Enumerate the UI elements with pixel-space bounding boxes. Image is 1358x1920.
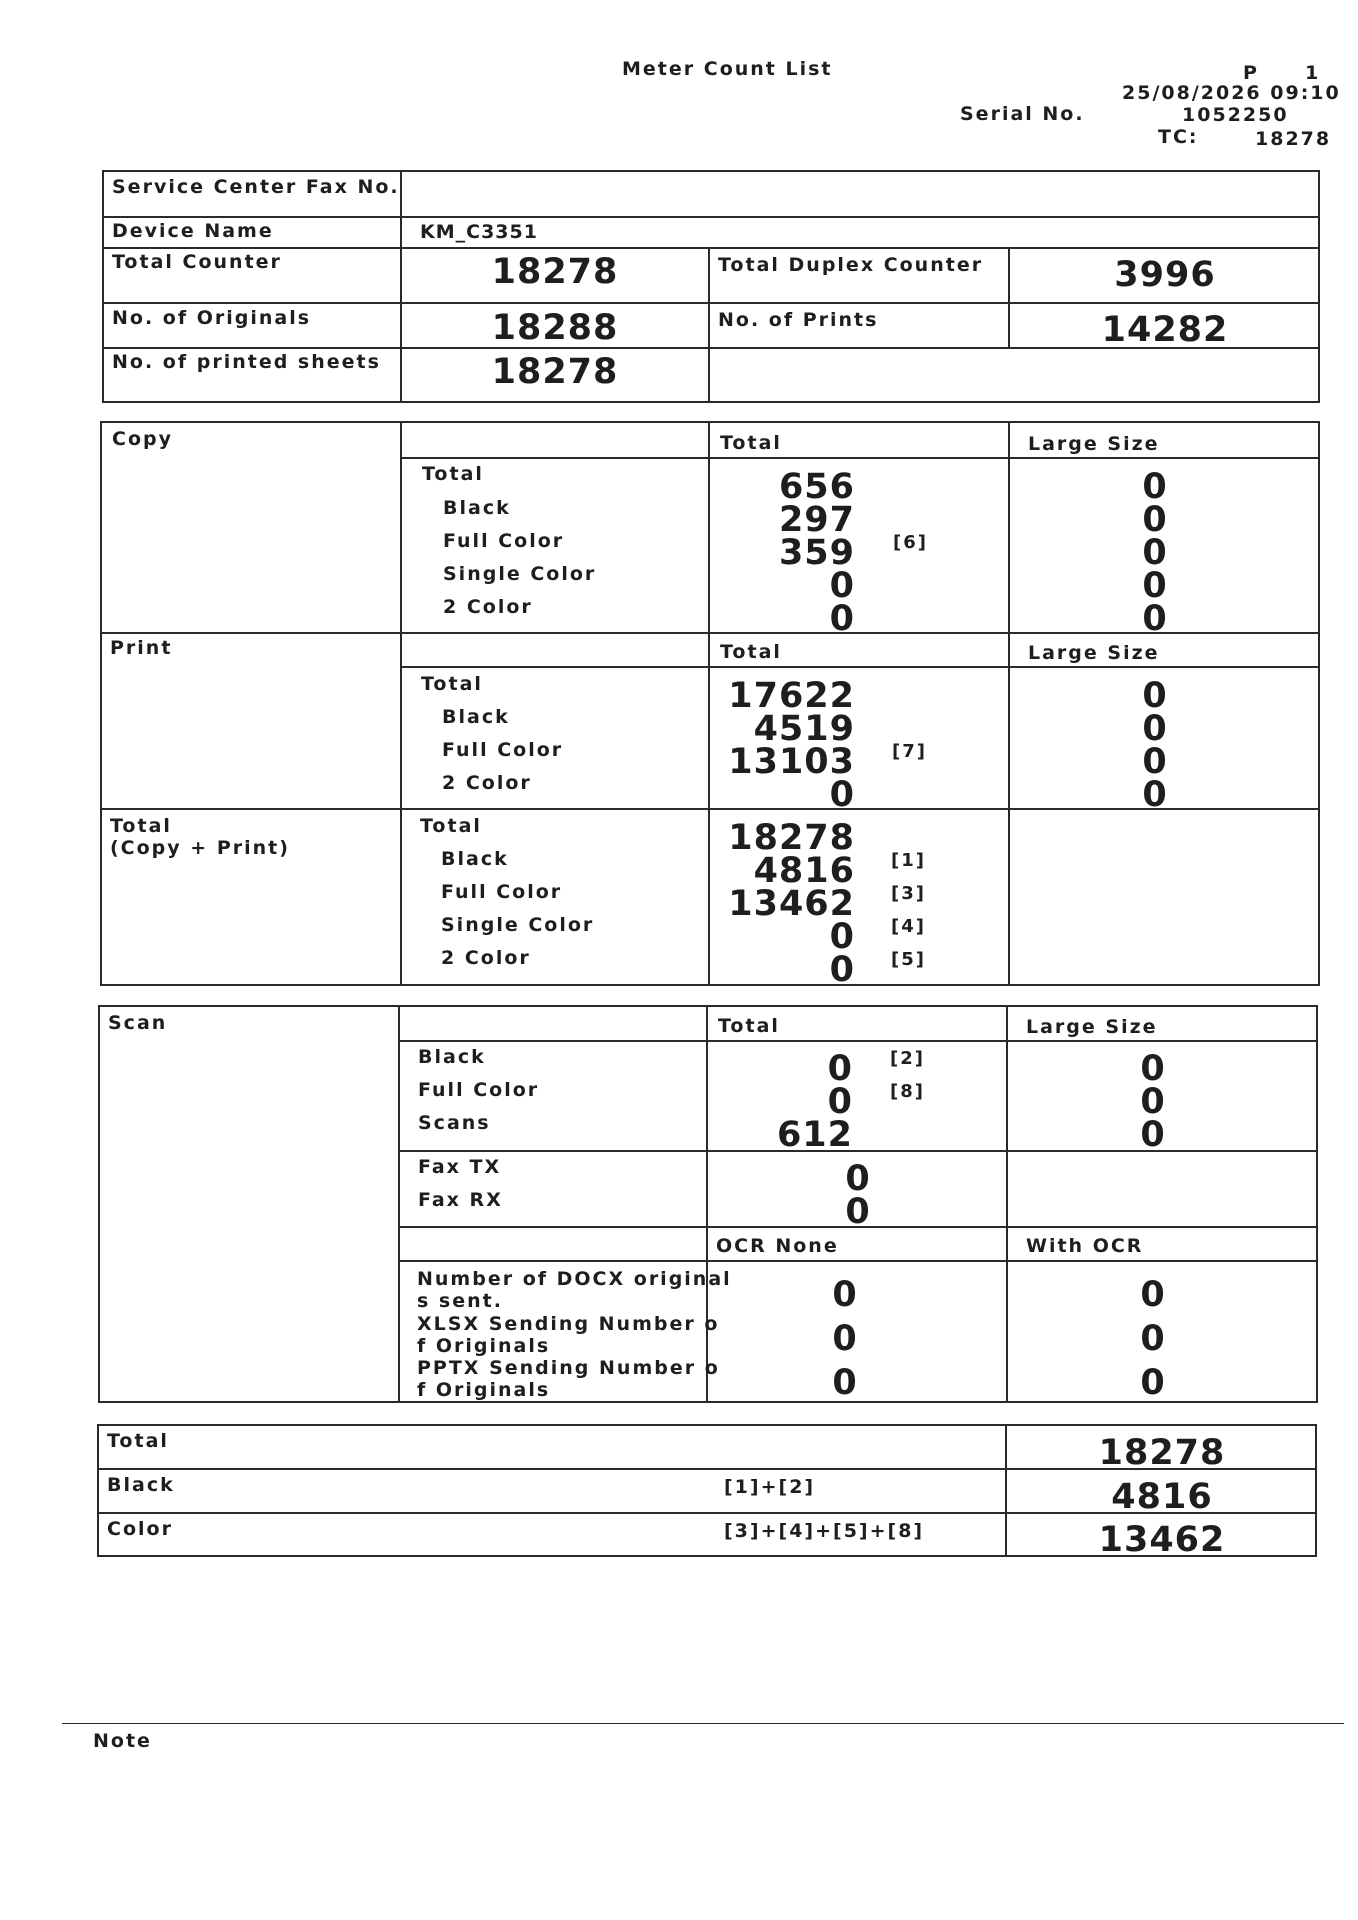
originals-label: No. of Originals [112,307,312,329]
divider [398,1005,400,1403]
print-large-size-header: Large Size [1028,642,1160,664]
copy-total-large: 0 [1142,467,1168,507]
copy-black-large: 0 [1142,500,1168,540]
summary-black-label: Black [107,1474,175,1496]
note-label: Note [93,1730,152,1752]
scan-section-label: Scan [108,1012,168,1034]
summary-total-value: 18278 [1098,1433,1226,1473]
cp-total-value: 18278 [728,818,855,858]
page-number: 1 [1305,62,1321,84]
page-title: Meter Count List [622,58,833,80]
copy-total-value: 656 [778,467,855,507]
summary-black-formula: [1]+[2] [724,1476,816,1498]
copy-large-size-header: Large Size [1028,433,1160,455]
cp-total-label: Total [420,815,482,837]
print-2-color-value: 0 [829,775,855,815]
fax-tx-label: Fax TX [418,1156,502,1178]
total-copy-print-sublabel: (Copy + Print) [110,837,290,859]
scan-black-label: Black [418,1046,486,1068]
scan-full-color-ref-tag: [8] [890,1081,925,1102]
divider [1008,421,1010,986]
serial-value: 1052250 [1182,104,1289,126]
xlsx-with-ocr-value: 0 [1140,1319,1166,1359]
scan-black-value: 0 [827,1049,853,1089]
fax-tx-value: 0 [845,1159,871,1199]
pptx-originals-label: PPTX Sending Number o f Originals [417,1357,720,1401]
scans-large: 0 [1140,1115,1166,1155]
cp-2-color-label: 2 Color [441,947,531,969]
divider [708,421,710,986]
total-duplex-value: 3996 [1114,255,1216,295]
prints-label: No. of Prints [718,309,879,331]
xlsx-ocr-none-value: 0 [832,1319,858,1359]
copy-full-color-large: 0 [1142,533,1168,573]
pptx-with-ocr-value: 0 [1140,1363,1166,1403]
device-name-value: KM_C3351 [420,221,538,243]
copy-full-color-ref-tag: [6] [893,532,928,553]
print-total-header: Total [720,641,782,663]
docx-with-ocr-value: 0 [1140,1275,1166,1315]
print-full-color-value: 13103 [728,742,855,782]
summary-black-value: 4816 [1111,1477,1213,1517]
print-full-color-ref-tag: [7] [892,741,927,762]
with-ocr-header: With OCR [1026,1235,1144,1257]
xlsx-originals-label: XLSX Sending Number o f Originals [417,1313,720,1357]
cp-2-color-value: 0 [829,950,855,990]
note-separator [62,1723,1344,1724]
divider [400,421,402,986]
total-copy-print-label: Total [110,815,172,837]
page-label: P [1243,62,1259,84]
cp-2-color-ref-tag: [5] [891,949,926,970]
scan-black-large: 0 [1140,1049,1166,1089]
fax-rx-value: 0 [845,1192,871,1232]
scan-full-color-value: 0 [827,1082,853,1122]
copy-single-color-value: 0 [829,566,855,606]
originals-value: 18288 [491,308,619,348]
device-name-label: Device Name [112,220,274,242]
summary-color-label: Color [107,1518,173,1540]
print-full-color-label: Full Color [442,739,564,761]
print-black-large: 0 [1142,709,1168,749]
ocr-none-header: OCR None [716,1235,839,1257]
scan-full-color-large: 0 [1140,1082,1166,1122]
cp-black-value: 4816 [753,851,855,891]
summary-total-label: Total [107,1430,169,1452]
cp-black-ref-tag: [1] [891,850,926,871]
scan-total-header: Total [718,1015,780,1037]
summary-color-formula: [3]+[4]+[5]+[8] [724,1520,925,1542]
cp-single-color-ref-tag: [4] [891,916,926,937]
copy-black-label: Black [443,497,511,519]
cp-full-color-value: 13462 [728,884,855,924]
print-section-label: Print [110,637,173,659]
divider [400,666,1320,668]
cp-single-color-value: 0 [829,917,855,957]
fax-number-label: Service Center Fax No. [112,176,400,198]
print-total-large: 0 [1142,676,1168,716]
divider [398,1260,1318,1262]
docx-originals-label: Number of DOCX original s sent. [417,1268,732,1312]
cp-single-color-label: Single Color [441,914,595,936]
total-counter-value: 18278 [491,252,619,292]
copy-section-label: Copy [112,428,173,450]
scans-value: 612 [776,1115,853,1155]
divider [102,216,1320,218]
copy-black-value: 297 [778,500,855,540]
print-full-color-large: 0 [1142,742,1168,782]
serial-label: Serial No. [960,103,1085,125]
print-total-label: Total [421,673,483,695]
print-2-color-large: 0 [1142,775,1168,815]
copy-full-color-label: Full Color [443,530,565,552]
copy-2-color-large: 0 [1142,599,1168,639]
copy-full-color-value: 359 [778,533,855,573]
summary-color-value: 13462 [1098,1520,1226,1560]
scan-large-size-header: Large Size [1026,1016,1158,1038]
cp-black-label: Black [441,848,509,870]
docx-ocr-none-value: 0 [832,1275,858,1315]
divider [1006,1005,1008,1403]
cp-full-color-label: Full Color [441,881,563,903]
copy-total-header: Total [720,432,782,454]
scan-full-color-label: Full Color [418,1079,540,1101]
copy-total-label: Total [422,463,484,485]
fax-rx-label: Fax RX [418,1189,503,1211]
total-counter-label: Total Counter [112,251,282,273]
scans-label: Scans [418,1112,491,1134]
print-total-value: 17622 [728,676,855,716]
divider [708,247,710,403]
tc-value: 18278 [1255,128,1332,150]
print-black-label: Black [442,706,510,728]
copy-2-color-label: 2 Color [443,596,533,618]
scan-black-ref-tag: [2] [890,1048,925,1069]
divider [398,1040,1318,1042]
print-black-value: 4519 [753,709,855,749]
divider [400,457,1320,459]
divider [102,247,1320,249]
cp-full-color-ref-tag: [3] [891,883,926,904]
copy-2-color-value: 0 [829,599,855,639]
print-datetime: 25/08/2026 09:10 [1122,82,1341,104]
printed-sheets-value: 18278 [491,352,619,392]
pptx-ocr-none-value: 0 [832,1363,858,1403]
prints-value: 14282 [1101,310,1229,350]
print-2-color-label: 2 Color [442,772,532,794]
copy-single-color-large: 0 [1142,566,1168,606]
divider [102,302,1320,304]
tc-label: TC: [1158,126,1199,148]
copy-single-color-label: Single Color [443,563,597,585]
total-duplex-label: Total Duplex Counter [718,254,984,276]
printed-sheets-label: No. of printed sheets [112,351,381,373]
